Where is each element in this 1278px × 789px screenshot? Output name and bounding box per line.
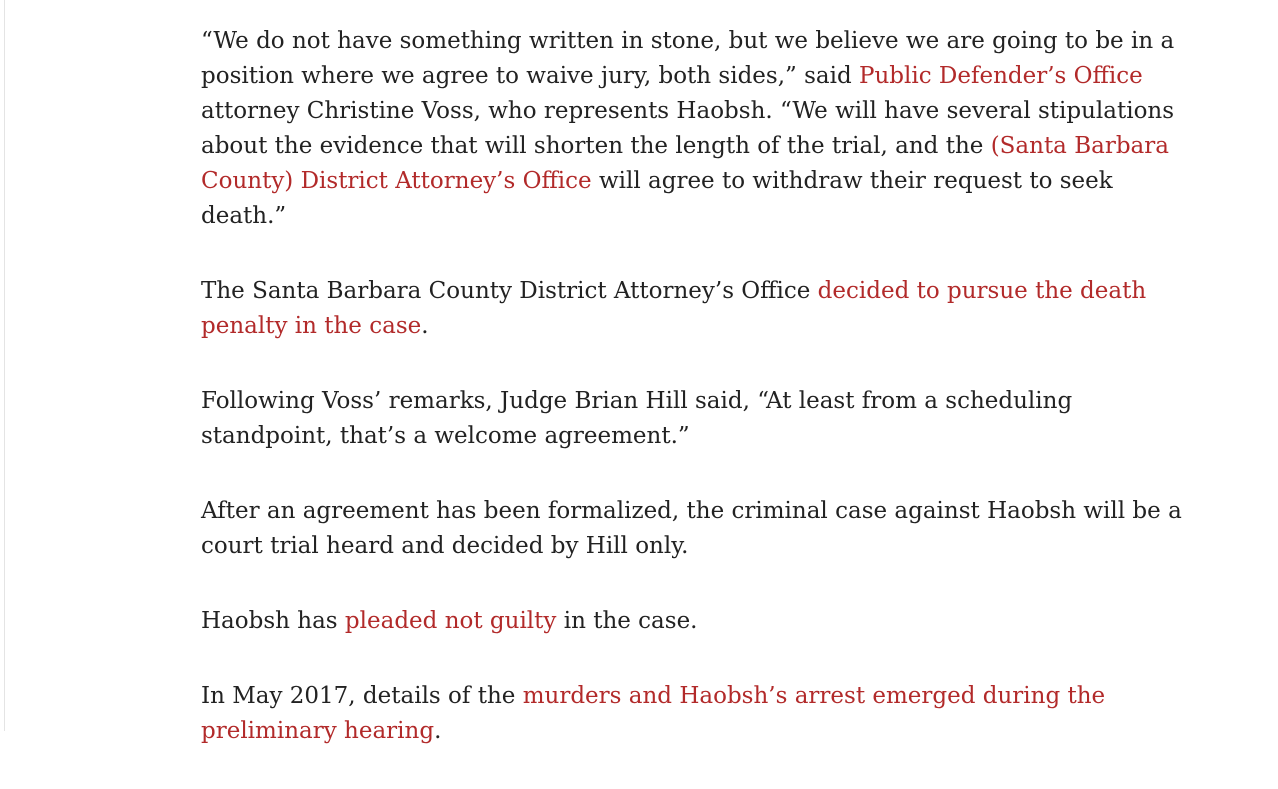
paragraph-defender-quote: [201, 24, 1191, 234]
text-segment: In May 2017, details of the: [201, 683, 523, 709]
text-segment: Haobsh has: [201, 608, 345, 634]
paragraph-plea: [201, 604, 1191, 639]
paragraph-court-trial: [201, 494, 1191, 564]
preliminary-hearing-link[interactable]: murders and Haobsh’s arrest emerged during the preliminary hearing: [201, 683, 1106, 744]
text-segment: in the case.: [556, 608, 698, 634]
text-segment: Following Voss’ remarks, Judge Brian Hill said, “At least from a scheduling standpoint, that’s a welcome agreement.”: [201, 388, 1073, 449]
public-defenders-office-link[interactable]: Public Defender’s Office: [859, 63, 1143, 89]
paragraph-preliminary-hearing: [201, 679, 1191, 749]
page-border: [4, 0, 5, 731]
paragraph-death-penalty: [201, 274, 1191, 344]
text-segment: .: [434, 718, 442, 744]
text-segment: The Santa Barbara County District Attorney’s Office: [201, 278, 818, 304]
text-segment: will agree to withdraw their request to seek death.”: [201, 168, 1113, 229]
text-segment: .: [421, 313, 429, 339]
text-segment: “We do not have something written in stone, but we believe we are going to be in a position where we agree to waive jury, both sides,” said: [201, 28, 1175, 89]
death-penalty-link[interactable]: decided to pursue the death penalty in the case: [201, 278, 1147, 339]
article-body: [201, 24, 1191, 789]
text-segment: attorney Christine Voss, who represents Haobsh. “We will have several stipulations about the evidence that will shorten the length of the trial, and the: [201, 98, 1175, 159]
text-segment: After an agreement has been formalized, the criminal case against Haobsh will be a court trial heard and decided by Hill only.: [201, 498, 1182, 559]
paragraph-judge-remarks: [201, 384, 1191, 454]
pleaded-not-guilty-link[interactable]: pleaded not guilty: [344, 608, 557, 634]
district-attorneys-office-link[interactable]: (Santa Barbara County) District Attorney’s Office: [201, 133, 1169, 194]
